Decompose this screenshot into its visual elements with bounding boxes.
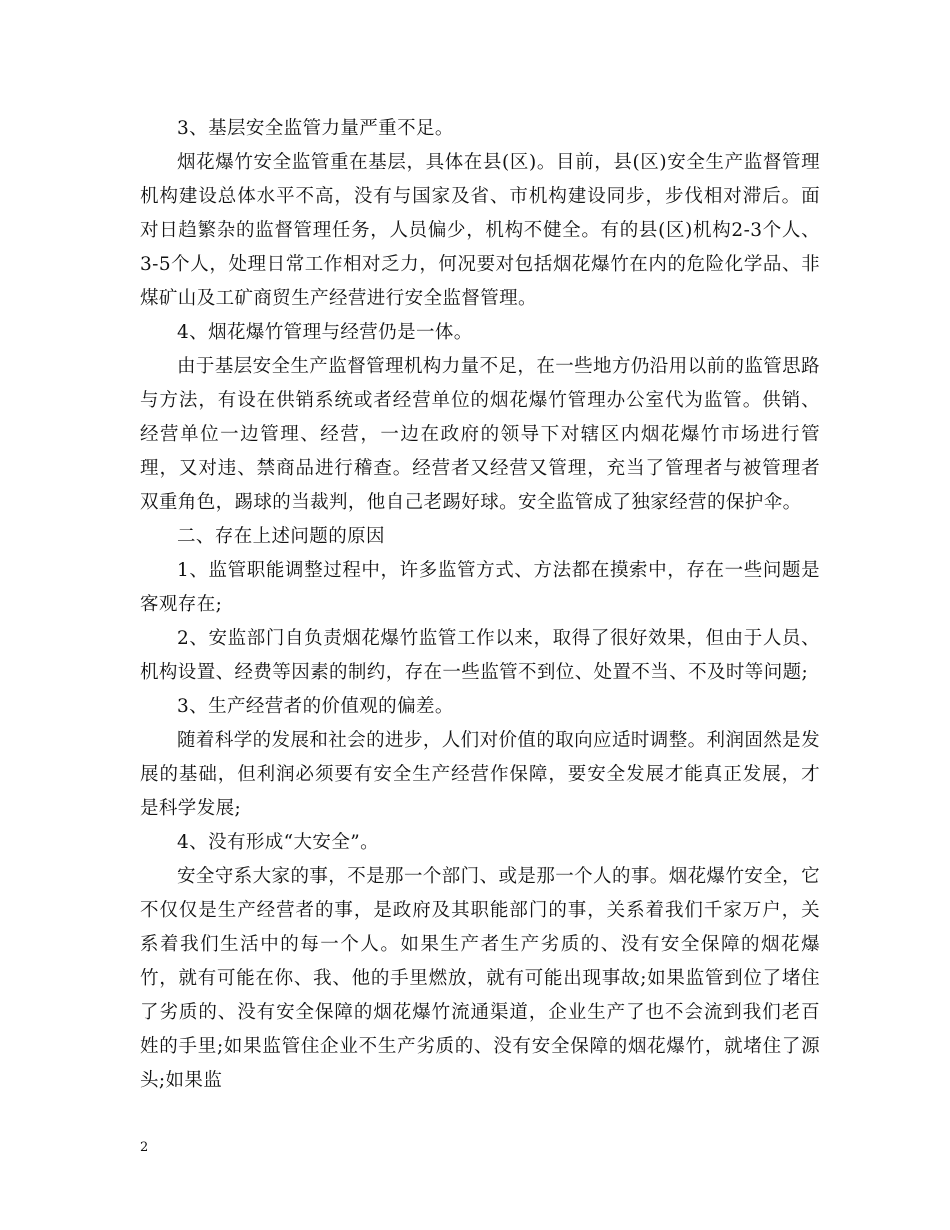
paragraph: 1、监管职能调整过程中，许多监管方式、方法都在摸索中，存在一些问题是客观存在; bbox=[140, 560, 820, 615]
section-heading: 二、存在上述问题的原因 bbox=[177, 526, 385, 547]
paragraph: 随着科学的发展和社会的进步，人们对价值的取向应适时调整。利润固然是发展的基础，但利润必须要有安全生产经营作保障，要安全发展才能真正发展，才是科学发展; bbox=[140, 730, 820, 819]
paragraph-heading-3b: 3、生产经营者的价值观的偏差。 bbox=[177, 696, 454, 717]
paragraph-heading-3: 3、基层安全监管力量严重不足。 bbox=[177, 118, 454, 139]
paragraph-heading-4: 4、烟花爆竹管理与经营仍是一体。 bbox=[177, 322, 473, 343]
paragraph-heading-4b: 4、没有形成“大安全”。 bbox=[177, 832, 379, 853]
paragraph: 烟花爆竹安全监管重在基层，具体在县(区)。目前，县(区)安全生产监督管理机构建设总体水平不高，没有与国家及省、市机构建设同步，步伐相对滞后。面对日趋繁杂的监督管理任务，人员偏少，机构不健全。有的县(区)机构2-3个人、3-5个人，处理日常工作相对乏力，何况要对包括烟花爆竹在内的危险化学品、非煤矿山及工矿商贸生产经营进行安全监督管理。 bbox=[140, 152, 820, 309]
paragraph: 安全守系大家的事，不是那一个部门、或是那一个人的事。烟花爆竹安全，它不仅仅是生产经营者的事，是政府及其职能部门的事，关系着我们千家万户，关系着我们生活中的每一个人。如果生产者生产劣质的、没有安全保障的烟花爆竹，就有可能在你、我、他的手里燃放，就有可能出现事故;如果监管到位了堵住了劣质的、没有安全保障的烟花爆竹流通渠道，企业生产了也不会流到我们老百姓的手里;如果监管住企业不生产劣质的、没有安全保障的烟花爆竹，就堵住了源头;如果监 bbox=[140, 866, 820, 1091]
paragraph: 由于基层安全生产监督管理机构力量不足，在一些地方仍沿用以前的监管思路与方法，有设在供销系统或者经营单位的烟花爆竹管理办公室代为监管。供销、经营单位一边管理、经营，一边在政府的领导下对辖区内烟花爆竹市场进行管理，又对违、禁商品进行稽查。经营者又经营又管理，充当了管理者与被管理者双重角色，踢球的当裁判，他自己老踢好球。安全监管成了独家经营的保护伞。 bbox=[140, 356, 820, 513]
body-text bbox=[140, 112, 820, 1098]
paragraph: 2、安监部门自负责烟花爆竹监管工作以来，取得了很好效果，但由于人员、机构设置、经费等因素的制约，存在一些监管不到位、处置不当、不及时等问题; bbox=[140, 628, 820, 683]
page-number: 2 bbox=[140, 1140, 149, 1155]
